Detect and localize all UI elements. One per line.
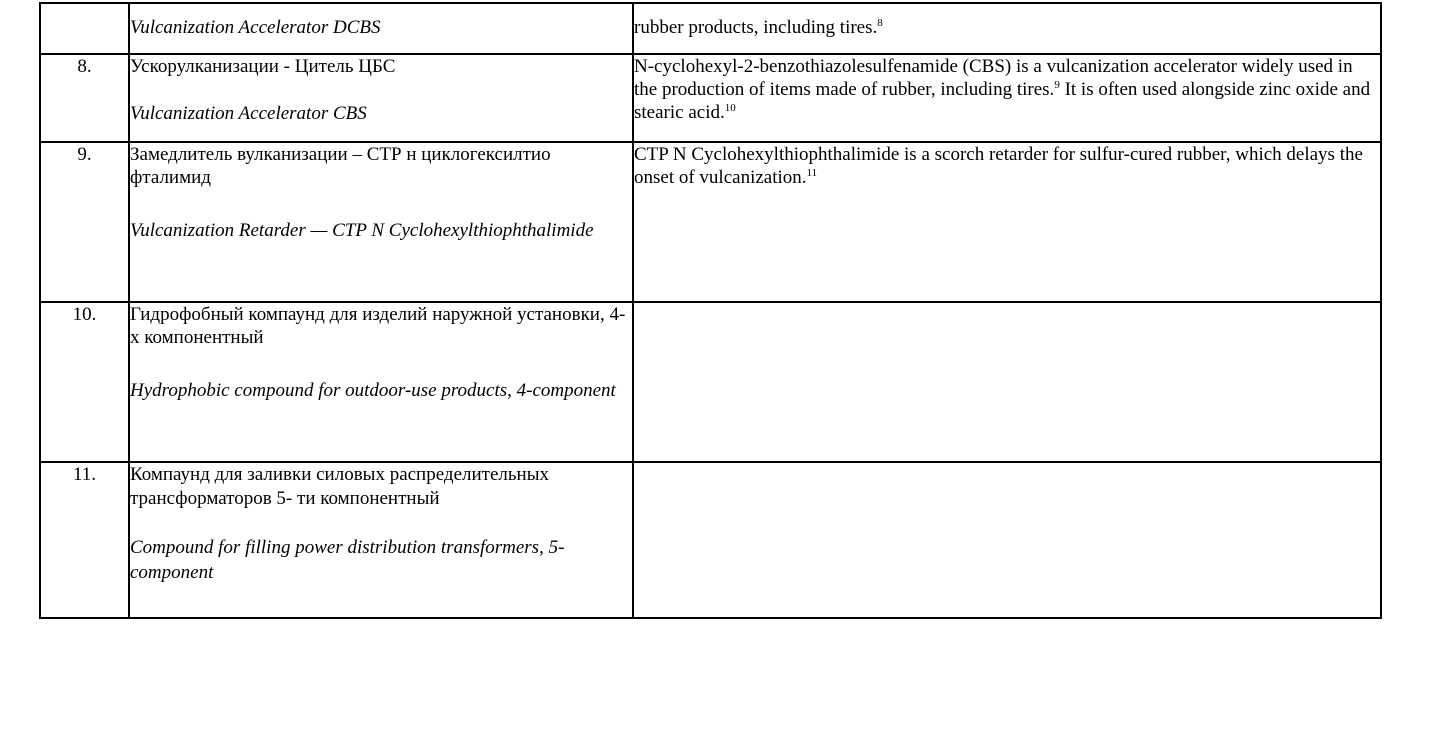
footnote-ref: 9 [1054, 79, 1060, 91]
product-name-ru: Ускорулканизации - Цитель ЦБС [130, 56, 396, 77]
product-name-cell [129, 3, 633, 54]
product-name-en: Vulcanization Accelerator CBS [130, 103, 367, 124]
product-name-ru: Замедлитель вулканизации – СТР н циклогексилтио фталимид [130, 144, 551, 188]
product-description-cell [633, 54, 1381, 142]
product-description: CTP N Cyclohexylthiophthalimide is a scorch retarder for sulfur-cured rubber, which delays the onset of vulcanization. [634, 144, 1363, 188]
table-row [40, 142, 1381, 302]
product-description-continued: It is often used alongside zinc oxide and stearic acid. [634, 79, 1371, 123]
table-row [40, 54, 1381, 142]
product-name-cell [129, 142, 633, 302]
product-name-en: Vulcanization Retarder — CTP N Cyclohexylthiophthalimide [130, 220, 594, 241]
product-name-ru: Гидрофобный компаунд для изделий наружной установки, 4-х компонентный [130, 304, 626, 348]
table-row [40, 302, 1381, 462]
row-number: 11. [40, 462, 129, 618]
products-table [39, 2, 1382, 619]
product-description-cell [633, 142, 1381, 302]
row-number: 9. [40, 142, 129, 302]
product-description: N-cyclohexyl-2-benzothiazolesulfenamide (CBS) is a vulcanization accelerator widely used in the production of items made of rubber, including tires. [634, 56, 1353, 100]
table-row [40, 3, 1381, 54]
product-name-cell [129, 462, 633, 618]
table-row [40, 462, 1381, 618]
product-name-en: Compound for filling power distribution transformers, 5-component [130, 537, 565, 583]
footnote-ref: 10 [724, 102, 736, 114]
product-description-cell [633, 302, 1381, 462]
row-number: 10. [40, 302, 129, 462]
product-name-cell [129, 302, 633, 462]
product-name-en: Hydrophobic compound for outdoor-use products, 4-component [130, 380, 616, 401]
product-name-en: Vulcanization Accelerator DCBS [130, 17, 381, 38]
product-description-cell [633, 462, 1381, 618]
row-number [40, 3, 129, 54]
product-name-cell [129, 54, 633, 142]
product-description-cell [633, 3, 1381, 54]
product-description: rubber products, including tires. [634, 17, 878, 38]
row-number: 8. [40, 54, 129, 142]
product-name-ru: Компаунд для заливки силовых распределительных трансформаторов 5- ти компонентный [130, 464, 549, 509]
footnote-ref: 11 [806, 167, 818, 179]
footnote-ref: 8 [877, 17, 883, 29]
